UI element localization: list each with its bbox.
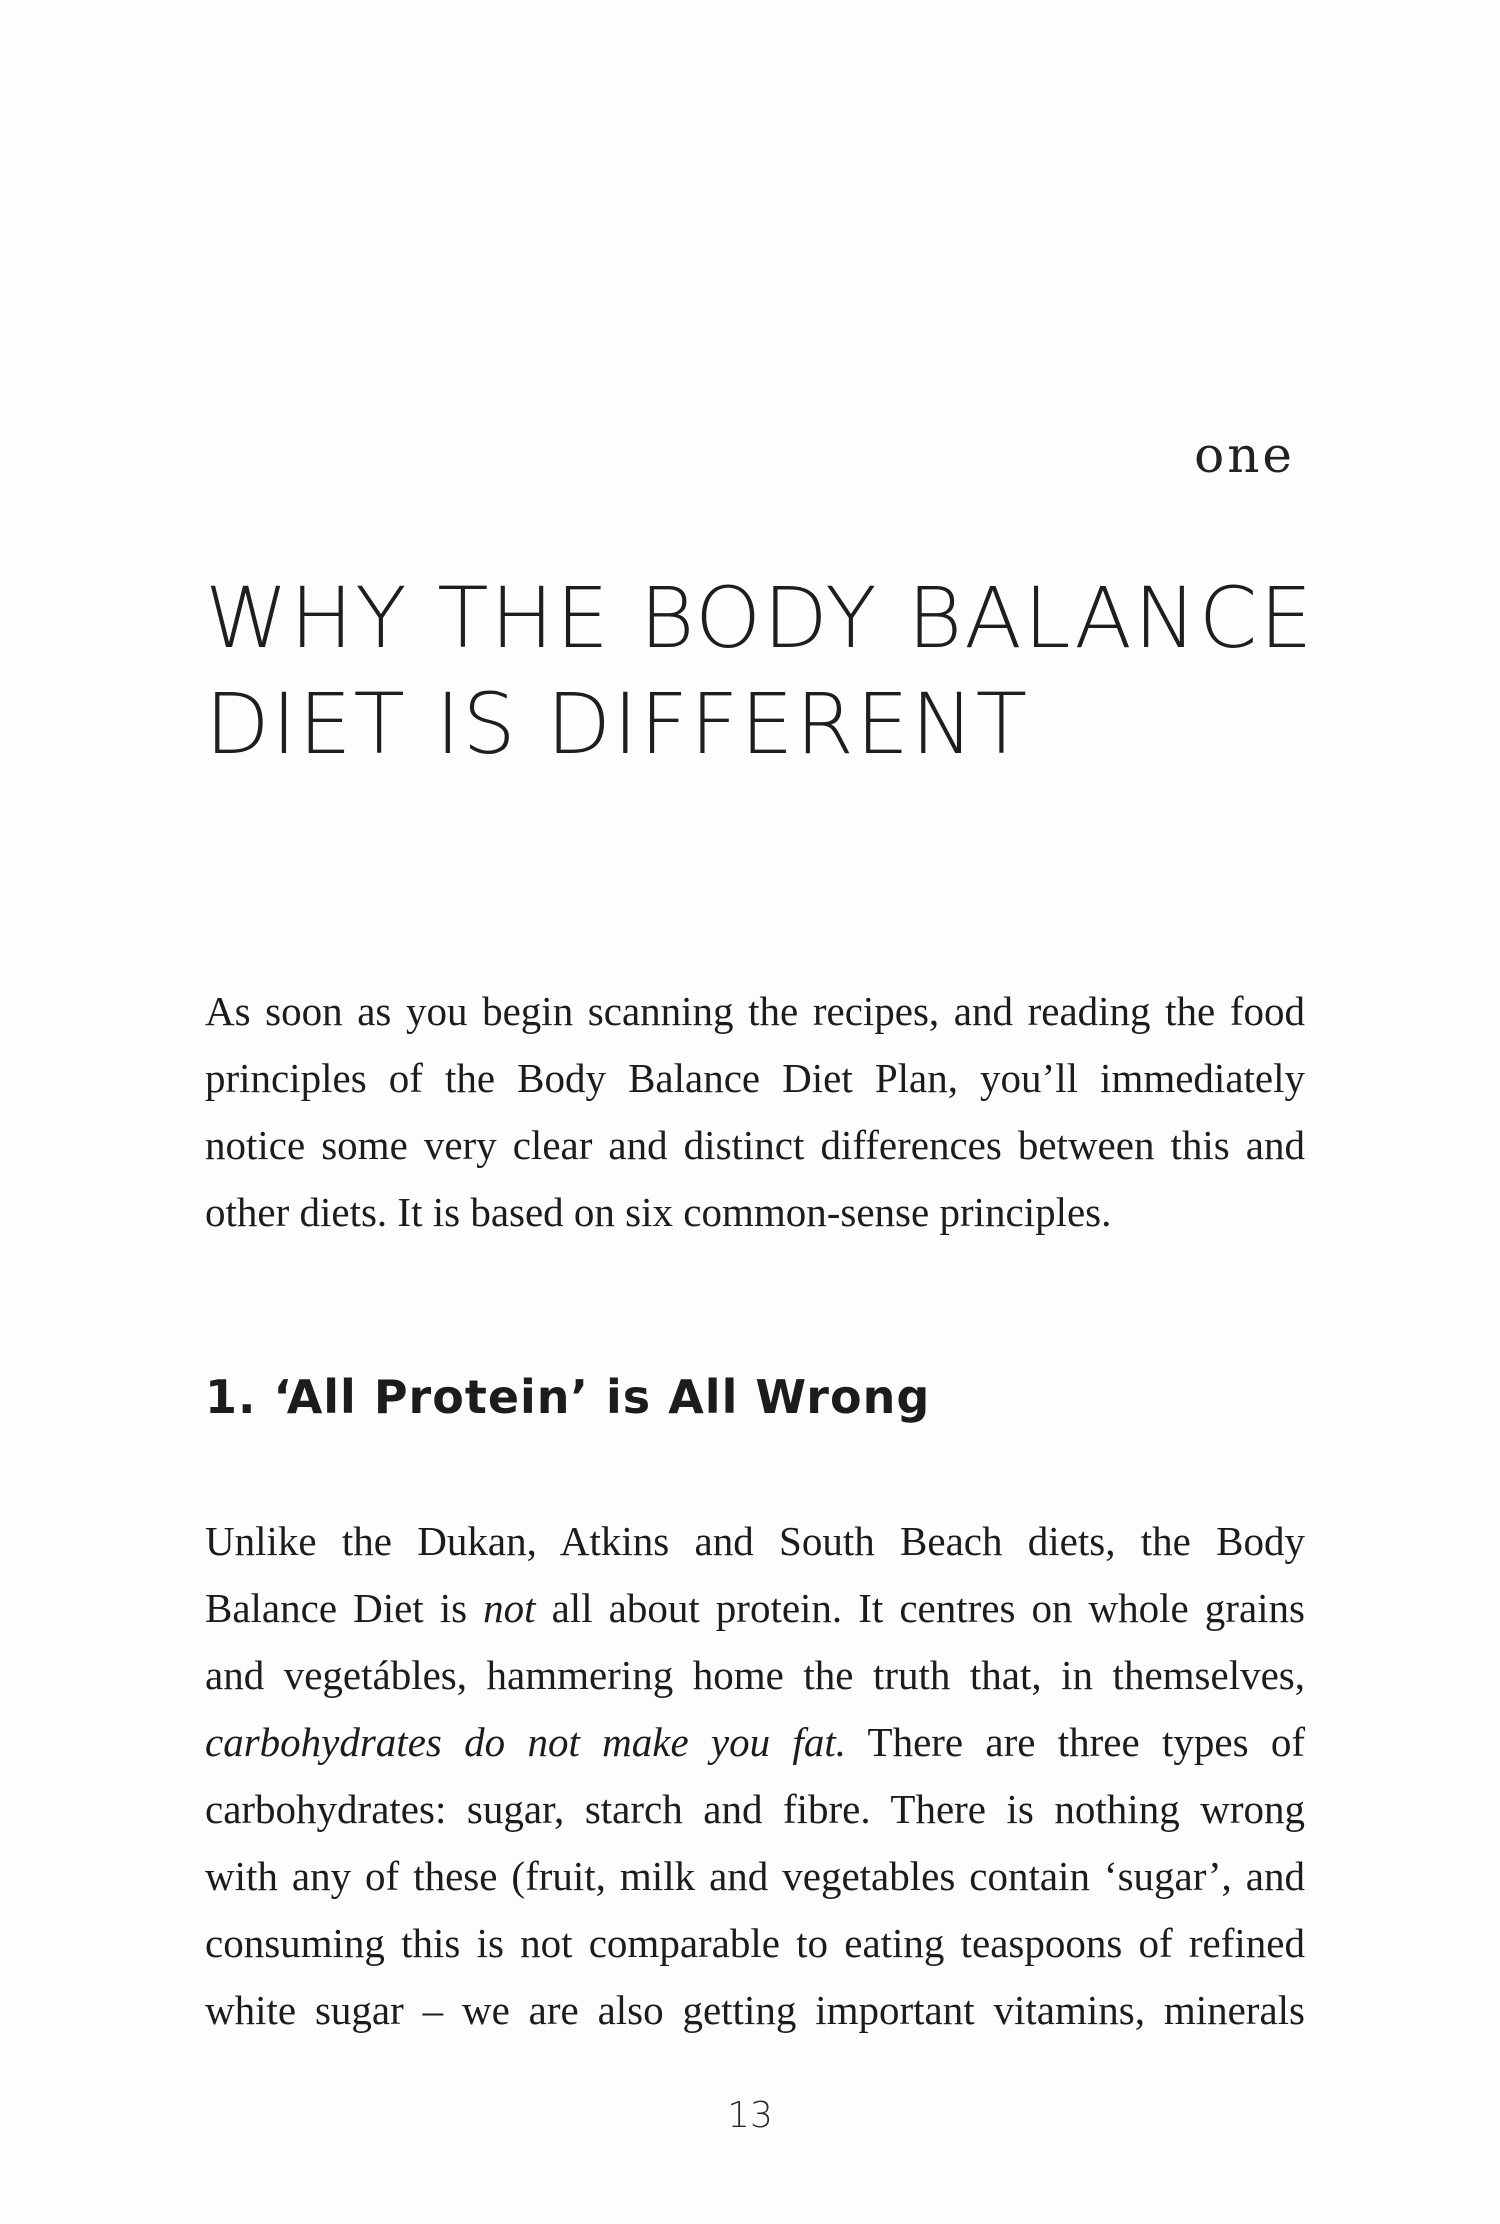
intro-line-4: other diets. It is based on six common-sense principles. <box>205 1189 1112 1235</box>
section-line-2-end: all about protein. It centres on whole grains <box>535 1585 1305 1631</box>
chapter-title <box>205 565 1315 777</box>
section-line-2-start: Balance Diet is <box>205 1585 484 1631</box>
intro-line-3: notice some very clear and distinct differences between this and <box>205 1122 1305 1168</box>
section-line-7: consuming this is not comparable to eating teaspoons of refined <box>205 1920 1305 1966</box>
section-line-5: carbohydrates: sugar, starch and fibre. There is nothing wrong <box>205 1786 1305 1832</box>
section-line-1: Unlike the Dukan, Atkins and South Beach diets, the Body <box>205 1518 1305 1564</box>
chapter-label: one <box>1194 426 1295 484</box>
section-heading: 1. ‘All Protein’ is All Wrong <box>205 1370 931 1424</box>
section-line-8: white sugar – we are also getting important vitamins, minerals <box>205 1987 1305 2033</box>
section-line-6: with any of these (fruit, milk and vegetables contain ‘sugar’, and <box>205 1853 1305 1899</box>
emphasis-not: not <box>483 1585 536 1631</box>
section-line-4 <box>205 1709 1305 1776</box>
page-number: 13 <box>727 2095 773 2136</box>
intro-paragraph <box>205 978 1305 1246</box>
chapter-title-line-1: WHY THE BODY BALANCE <box>205 569 1315 667</box>
intro-line-1: As soon as you begin scanning the recipes, and reading the food <box>205 988 1305 1034</box>
section-line-4-end: There are three types of <box>845 1719 1305 1765</box>
emphasis-carbohydrates: carbohydrates do not make you fat. <box>205 1719 846 1765</box>
section-line-3: and vegetábles, hammering home the truth that, in themselves, <box>205 1652 1305 1698</box>
intro-line-2: principles of the Body Balance Diet Plan, you’ll immediately <box>205 1055 1305 1101</box>
section-paragraph <box>205 1508 1305 2044</box>
section-line-2 <box>205 1575 1305 1642</box>
chapter-title-line-2: DIET IS DIFFERENT <box>205 675 1030 773</box>
